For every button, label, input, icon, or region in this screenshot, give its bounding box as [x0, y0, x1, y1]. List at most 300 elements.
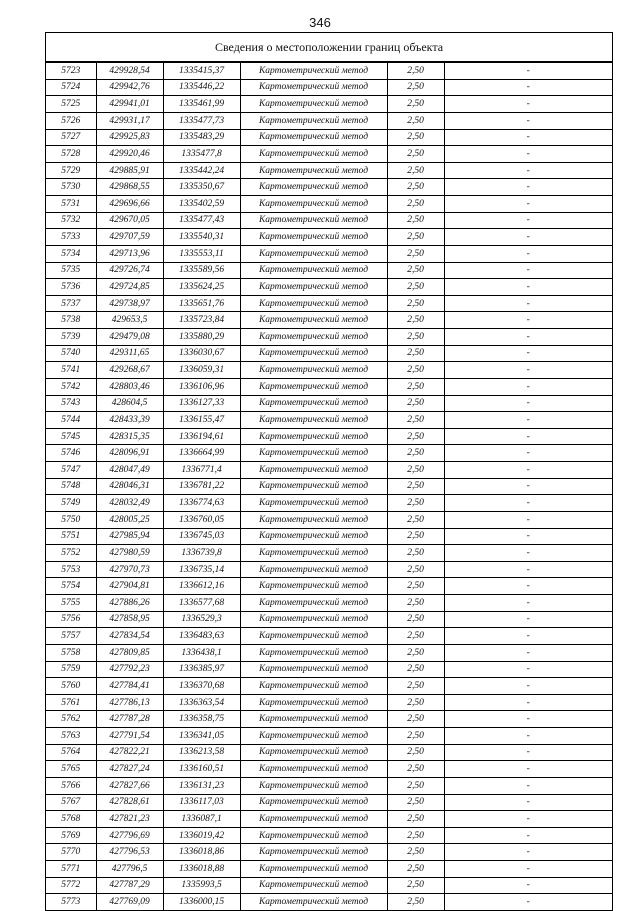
- table-row: [46, 96, 612, 113]
- accuracy-cell: 2,50: [387, 561, 444, 578]
- method-cell: Картометрический метод: [240, 761, 387, 778]
- table-row: [46, 412, 612, 429]
- method-cell: Картометрический метод: [240, 196, 387, 213]
- x-coordinate-cell: 429885,91: [96, 162, 163, 179]
- y-coordinate-cell: 1336160,51: [163, 761, 240, 778]
- y-coordinate-cell: 1336131,23: [163, 777, 240, 794]
- table-row: [46, 611, 612, 628]
- accuracy-cell: 2,50: [387, 578, 444, 595]
- description-cell: -: [444, 811, 612, 828]
- table-row: [46, 179, 612, 196]
- table-row: [46, 495, 612, 512]
- accuracy-cell: 2,50: [387, 644, 444, 661]
- description-cell: -: [444, 511, 612, 528]
- accuracy-cell: 2,50: [387, 196, 444, 213]
- x-coordinate-cell: 427786,13: [96, 694, 163, 711]
- point-number-cell: 5740: [46, 345, 96, 362]
- x-coordinate-cell: 429925,83: [96, 129, 163, 146]
- point-number-cell: 5730: [46, 179, 96, 196]
- description-cell: -: [444, 678, 612, 695]
- point-number-cell: 5759: [46, 661, 96, 678]
- point-number-cell: 5735: [46, 262, 96, 279]
- method-cell: Картометрический метод: [240, 312, 387, 329]
- y-coordinate-cell: 1336018,86: [163, 844, 240, 861]
- accuracy-cell: 2,50: [387, 495, 444, 512]
- description-cell: -: [444, 628, 612, 645]
- point-number-cell: 5744: [46, 412, 96, 429]
- x-coordinate-cell: 427980,59: [96, 545, 163, 562]
- table-row: [46, 628, 612, 645]
- y-coordinate-cell: 1335540,31: [163, 229, 240, 246]
- x-coordinate-cell: 428433,39: [96, 412, 163, 429]
- y-coordinate-cell: 1336213,58: [163, 744, 240, 761]
- table-row: [46, 63, 612, 80]
- description-cell: -: [444, 462, 612, 479]
- point-number-cell: 5771: [46, 861, 96, 878]
- method-cell: Картометрический метод: [240, 462, 387, 479]
- table-row: [46, 146, 612, 163]
- accuracy-cell: 2,50: [387, 678, 444, 695]
- table-row: [46, 312, 612, 329]
- x-coordinate-cell: 429738,97: [96, 295, 163, 312]
- method-cell: Картометрический метод: [240, 162, 387, 179]
- y-coordinate-cell: 1336059,31: [163, 362, 240, 379]
- description-cell: -: [444, 495, 612, 512]
- x-coordinate-cell: 429868,55: [96, 179, 163, 196]
- method-cell: Картометрический метод: [240, 661, 387, 678]
- description-cell: -: [444, 345, 612, 362]
- table-row: [46, 761, 612, 778]
- method-cell: Картометрический метод: [240, 428, 387, 445]
- table-row: [46, 511, 612, 528]
- accuracy-cell: 2,50: [387, 811, 444, 828]
- method-cell: Картометрический метод: [240, 279, 387, 296]
- table-title: Сведения о местоположении границ объекта: [46, 33, 612, 62]
- accuracy-cell: 2,50: [387, 728, 444, 745]
- y-coordinate-cell: 1336117,03: [163, 794, 240, 811]
- point-number-cell: 5741: [46, 362, 96, 379]
- y-coordinate-cell: 1336771,4: [163, 462, 240, 479]
- accuracy-cell: 2,50: [387, 445, 444, 462]
- x-coordinate-cell: 427791,54: [96, 728, 163, 745]
- y-coordinate-cell: 1335651,76: [163, 295, 240, 312]
- point-number-cell: 5725: [46, 96, 96, 113]
- point-number-cell: 5736: [46, 279, 96, 296]
- x-coordinate-cell: 427796,69: [96, 827, 163, 844]
- accuracy-cell: 2,50: [387, 694, 444, 711]
- y-coordinate-cell: 1336106,96: [163, 378, 240, 395]
- method-cell: Картометрический метод: [240, 212, 387, 229]
- description-cell: -: [444, 129, 612, 146]
- method-cell: Картометрический метод: [240, 611, 387, 628]
- x-coordinate-cell: 427796,5: [96, 861, 163, 878]
- accuracy-cell: 2,50: [387, 378, 444, 395]
- y-coordinate-cell: 1335483,29: [163, 129, 240, 146]
- y-coordinate-cell: 1335589,56: [163, 262, 240, 279]
- point-number-cell: 5765: [46, 761, 96, 778]
- description-cell: -: [444, 445, 612, 462]
- point-number-cell: 5768: [46, 811, 96, 828]
- y-coordinate-cell: 1336760,05: [163, 511, 240, 528]
- table-row: [46, 545, 612, 562]
- table-row: [46, 894, 612, 910]
- x-coordinate-cell: 427787,29: [96, 877, 163, 894]
- method-cell: Картометрический метод: [240, 894, 387, 910]
- x-coordinate-cell: 429724,85: [96, 279, 163, 296]
- accuracy-cell: 2,50: [387, 345, 444, 362]
- description-cell: -: [444, 295, 612, 312]
- accuracy-cell: 2,50: [387, 595, 444, 612]
- method-cell: Картометрический метод: [240, 545, 387, 562]
- table-row: [46, 744, 612, 761]
- point-number-cell: 5762: [46, 711, 96, 728]
- description-cell: -: [444, 162, 612, 179]
- point-number-cell: 5733: [46, 229, 96, 246]
- y-coordinate-cell: 1336577,68: [163, 595, 240, 612]
- point-number-cell: 5739: [46, 329, 96, 346]
- description-cell: -: [444, 262, 612, 279]
- table-row: [46, 678, 612, 695]
- method-cell: Картометрический метод: [240, 827, 387, 844]
- accuracy-cell: 2,50: [387, 744, 444, 761]
- point-number-cell: 5756: [46, 611, 96, 628]
- description-cell: -: [444, 827, 612, 844]
- x-coordinate-cell: 429931,17: [96, 112, 163, 129]
- method-cell: Картометрический метод: [240, 129, 387, 146]
- description-cell: -: [444, 595, 612, 612]
- accuracy-cell: 2,50: [387, 245, 444, 262]
- x-coordinate-cell: 427970,73: [96, 561, 163, 578]
- table-row: [46, 478, 612, 495]
- table-row: [46, 462, 612, 479]
- x-coordinate-cell: 429928,54: [96, 63, 163, 80]
- accuracy-cell: 2,50: [387, 861, 444, 878]
- table-row: [46, 811, 612, 828]
- x-coordinate-cell: 429942,76: [96, 79, 163, 96]
- method-cell: Картометрический метод: [240, 245, 387, 262]
- description-cell: -: [444, 279, 612, 296]
- method-cell: Картометрический метод: [240, 295, 387, 312]
- table-row: [46, 395, 612, 412]
- description-cell: -: [444, 711, 612, 728]
- point-number-cell: 5749: [46, 495, 96, 512]
- boundary-points-table: [46, 62, 612, 910]
- method-cell: Картометрический метод: [240, 179, 387, 196]
- y-coordinate-cell: 1336019,42: [163, 827, 240, 844]
- description-cell: -: [444, 312, 612, 329]
- x-coordinate-cell: 428604,5: [96, 395, 163, 412]
- point-number-cell: 5726: [46, 112, 96, 129]
- y-coordinate-cell: 1336612,16: [163, 578, 240, 595]
- y-coordinate-cell: 1335446,22: [163, 79, 240, 96]
- table-row: [46, 844, 612, 861]
- method-cell: Картометрический метод: [240, 96, 387, 113]
- x-coordinate-cell: 428803,46: [96, 378, 163, 395]
- x-coordinate-cell: 427787,28: [96, 711, 163, 728]
- method-cell: Картометрический метод: [240, 478, 387, 495]
- method-cell: Картометрический метод: [240, 728, 387, 745]
- point-number-cell: 5769: [46, 827, 96, 844]
- table-body: [46, 63, 612, 910]
- table-row: [46, 295, 612, 312]
- method-cell: Картометрический метод: [240, 112, 387, 129]
- x-coordinate-cell: 429268,67: [96, 362, 163, 379]
- description-cell: -: [444, 644, 612, 661]
- point-number-cell: 5738: [46, 312, 96, 329]
- y-coordinate-cell: 1336664,99: [163, 445, 240, 462]
- accuracy-cell: 2,50: [387, 362, 444, 379]
- table-row: [46, 129, 612, 146]
- x-coordinate-cell: 429311,65: [96, 345, 163, 362]
- y-coordinate-cell: 1335553,11: [163, 245, 240, 262]
- table-row: [46, 578, 612, 595]
- description-cell: -: [444, 578, 612, 595]
- y-coordinate-cell: 1336358,75: [163, 711, 240, 728]
- x-coordinate-cell: 429670,05: [96, 212, 163, 229]
- accuracy-cell: 2,50: [387, 112, 444, 129]
- x-coordinate-cell: 427858,95: [96, 611, 163, 628]
- y-coordinate-cell: 1336438,1: [163, 644, 240, 661]
- page-number: 346: [309, 15, 331, 30]
- accuracy-cell: 2,50: [387, 761, 444, 778]
- x-coordinate-cell: 428047,49: [96, 462, 163, 479]
- accuracy-cell: 2,50: [387, 295, 444, 312]
- accuracy-cell: 2,50: [387, 827, 444, 844]
- accuracy-cell: 2,50: [387, 661, 444, 678]
- x-coordinate-cell: 429653,5: [96, 312, 163, 329]
- point-number-cell: 5767: [46, 794, 96, 811]
- y-coordinate-cell: 1336030,67: [163, 345, 240, 362]
- point-number-cell: 5754: [46, 578, 96, 595]
- description-cell: -: [444, 761, 612, 778]
- method-cell: Картометрический метод: [240, 595, 387, 612]
- x-coordinate-cell: 427827,66: [96, 777, 163, 794]
- description-cell: -: [444, 545, 612, 562]
- x-coordinate-cell: 428005,25: [96, 511, 163, 528]
- accuracy-cell: 2,50: [387, 329, 444, 346]
- table-row: [46, 378, 612, 395]
- method-cell: Картометрический метод: [240, 345, 387, 362]
- description-cell: -: [444, 395, 612, 412]
- point-number-cell: 5743: [46, 395, 96, 412]
- x-coordinate-cell: 429707,59: [96, 229, 163, 246]
- description-cell: -: [444, 112, 612, 129]
- y-coordinate-cell: 1336774,63: [163, 495, 240, 512]
- accuracy-cell: 2,50: [387, 528, 444, 545]
- table-row: [46, 329, 612, 346]
- y-coordinate-cell: 1336735,14: [163, 561, 240, 578]
- accuracy-cell: 2,50: [387, 229, 444, 246]
- method-cell: Картометрический метод: [240, 777, 387, 794]
- point-number-cell: 5742: [46, 378, 96, 395]
- method-cell: Картометрический метод: [240, 378, 387, 395]
- table-row: [46, 445, 612, 462]
- description-cell: -: [444, 146, 612, 163]
- method-cell: Картометрический метод: [240, 694, 387, 711]
- x-coordinate-cell: 428315,35: [96, 428, 163, 445]
- y-coordinate-cell: 1336483,63: [163, 628, 240, 645]
- description-cell: -: [444, 196, 612, 213]
- table-row: [46, 528, 612, 545]
- y-coordinate-cell: 1336385,97: [163, 661, 240, 678]
- table-row: [46, 827, 612, 844]
- method-cell: Картометрический метод: [240, 262, 387, 279]
- y-coordinate-cell: 1336127,33: [163, 395, 240, 412]
- point-number-cell: 5761: [46, 694, 96, 711]
- table-row: [46, 644, 612, 661]
- point-number-cell: 5753: [46, 561, 96, 578]
- accuracy-cell: 2,50: [387, 179, 444, 196]
- accuracy-cell: 2,50: [387, 79, 444, 96]
- y-coordinate-cell: 1335880,29: [163, 329, 240, 346]
- point-number-cell: 5764: [46, 744, 96, 761]
- table-row: [46, 694, 612, 711]
- table-row: [46, 877, 612, 894]
- y-coordinate-cell: 1335442,24: [163, 162, 240, 179]
- x-coordinate-cell: 427834,54: [96, 628, 163, 645]
- table-row: [46, 262, 612, 279]
- x-coordinate-cell: 427828,61: [96, 794, 163, 811]
- y-coordinate-cell: 1336341,05: [163, 728, 240, 745]
- x-coordinate-cell: 427784,41: [96, 678, 163, 695]
- table-row: [46, 229, 612, 246]
- point-number-cell: 5728: [46, 146, 96, 163]
- point-number-cell: 5766: [46, 777, 96, 794]
- table-row: [46, 279, 612, 296]
- method-cell: Картометрический метод: [240, 628, 387, 645]
- x-coordinate-cell: 427821,23: [96, 811, 163, 828]
- x-coordinate-cell: 427822,21: [96, 744, 163, 761]
- accuracy-cell: 2,50: [387, 611, 444, 628]
- description-cell: -: [444, 63, 612, 80]
- table-row: [46, 861, 612, 878]
- x-coordinate-cell: 429920,46: [96, 146, 163, 163]
- description-cell: -: [444, 794, 612, 811]
- accuracy-cell: 2,50: [387, 794, 444, 811]
- x-coordinate-cell: 428032,49: [96, 495, 163, 512]
- x-coordinate-cell: 427904,81: [96, 578, 163, 595]
- method-cell: Картометрический метод: [240, 844, 387, 861]
- table-row: [46, 345, 612, 362]
- point-number-cell: 5763: [46, 728, 96, 745]
- description-cell: -: [444, 245, 612, 262]
- point-number-cell: 5750: [46, 511, 96, 528]
- accuracy-cell: 2,50: [387, 146, 444, 163]
- accuracy-cell: 2,50: [387, 545, 444, 562]
- description-cell: -: [444, 96, 612, 113]
- description-cell: -: [444, 728, 612, 745]
- x-coordinate-cell: 427985,94: [96, 528, 163, 545]
- description-cell: -: [444, 661, 612, 678]
- method-cell: Картометрический метод: [240, 711, 387, 728]
- method-cell: Картометрический метод: [240, 229, 387, 246]
- accuracy-cell: 2,50: [387, 162, 444, 179]
- accuracy-cell: 2,50: [387, 628, 444, 645]
- accuracy-cell: 2,50: [387, 777, 444, 794]
- point-number-cell: 5748: [46, 478, 96, 495]
- table-row: [46, 661, 612, 678]
- table-row: [46, 428, 612, 445]
- x-coordinate-cell: 427796,53: [96, 844, 163, 861]
- accuracy-cell: 2,50: [387, 212, 444, 229]
- point-number-cell: 5746: [46, 445, 96, 462]
- description-cell: -: [444, 694, 612, 711]
- table-row: [46, 595, 612, 612]
- accuracy-cell: 2,50: [387, 279, 444, 296]
- description-cell: -: [444, 877, 612, 894]
- accuracy-cell: 2,50: [387, 63, 444, 80]
- point-number-cell: 5724: [46, 79, 96, 96]
- method-cell: Картометрический метод: [240, 578, 387, 595]
- y-coordinate-cell: 1335350,67: [163, 179, 240, 196]
- accuracy-cell: 2,50: [387, 129, 444, 146]
- accuracy-cell: 2,50: [387, 428, 444, 445]
- description-cell: -: [444, 428, 612, 445]
- description-cell: -: [444, 611, 612, 628]
- y-coordinate-cell: 1336781,22: [163, 478, 240, 495]
- method-cell: Картометрический метод: [240, 362, 387, 379]
- description-cell: -: [444, 79, 612, 96]
- point-number-cell: 5727: [46, 129, 96, 146]
- description-cell: -: [444, 362, 612, 379]
- point-number-cell: 5723: [46, 63, 96, 80]
- y-coordinate-cell: 1335461,99: [163, 96, 240, 113]
- point-number-cell: 5734: [46, 245, 96, 262]
- y-coordinate-cell: 1336155,47: [163, 412, 240, 429]
- x-coordinate-cell: 429479,08: [96, 329, 163, 346]
- y-coordinate-cell: 1335477,8: [163, 146, 240, 163]
- table-row: [46, 162, 612, 179]
- y-coordinate-cell: 1336000,15: [163, 894, 240, 910]
- description-cell: -: [444, 844, 612, 861]
- point-number-cell: 5737: [46, 295, 96, 312]
- accuracy-cell: 2,50: [387, 894, 444, 910]
- point-number-cell: 5770: [46, 844, 96, 861]
- description-cell: -: [444, 894, 612, 910]
- method-cell: Картометрический метод: [240, 395, 387, 412]
- method-cell: Картометрический метод: [240, 744, 387, 761]
- method-cell: Картометрический метод: [240, 63, 387, 80]
- x-coordinate-cell: 427809,85: [96, 644, 163, 661]
- point-number-cell: 5758: [46, 644, 96, 661]
- method-cell: Картометрический метод: [240, 644, 387, 661]
- x-coordinate-cell: 429941,01: [96, 96, 163, 113]
- y-coordinate-cell: 1336370,68: [163, 678, 240, 695]
- x-coordinate-cell: 429726,74: [96, 262, 163, 279]
- y-coordinate-cell: 1336087,1: [163, 811, 240, 828]
- x-coordinate-cell: 429713,96: [96, 245, 163, 262]
- description-cell: -: [444, 229, 612, 246]
- method-cell: Картометрический метод: [240, 561, 387, 578]
- method-cell: Картометрический метод: [240, 412, 387, 429]
- description-cell: -: [444, 212, 612, 229]
- table-row: [46, 711, 612, 728]
- table-row: [46, 728, 612, 745]
- accuracy-cell: 2,50: [387, 412, 444, 429]
- table-row: [46, 777, 612, 794]
- y-coordinate-cell: 1336529,3: [163, 611, 240, 628]
- y-coordinate-cell: 1335624,25: [163, 279, 240, 296]
- x-coordinate-cell: 428096,91: [96, 445, 163, 462]
- y-coordinate-cell: 1336194,61: [163, 428, 240, 445]
- description-cell: -: [444, 528, 612, 545]
- method-cell: Картометрический метод: [240, 861, 387, 878]
- point-number-cell: 5729: [46, 162, 96, 179]
- method-cell: Картометрический метод: [240, 79, 387, 96]
- method-cell: Картометрический метод: [240, 146, 387, 163]
- accuracy-cell: 2,50: [387, 711, 444, 728]
- point-number-cell: 5772: [46, 877, 96, 894]
